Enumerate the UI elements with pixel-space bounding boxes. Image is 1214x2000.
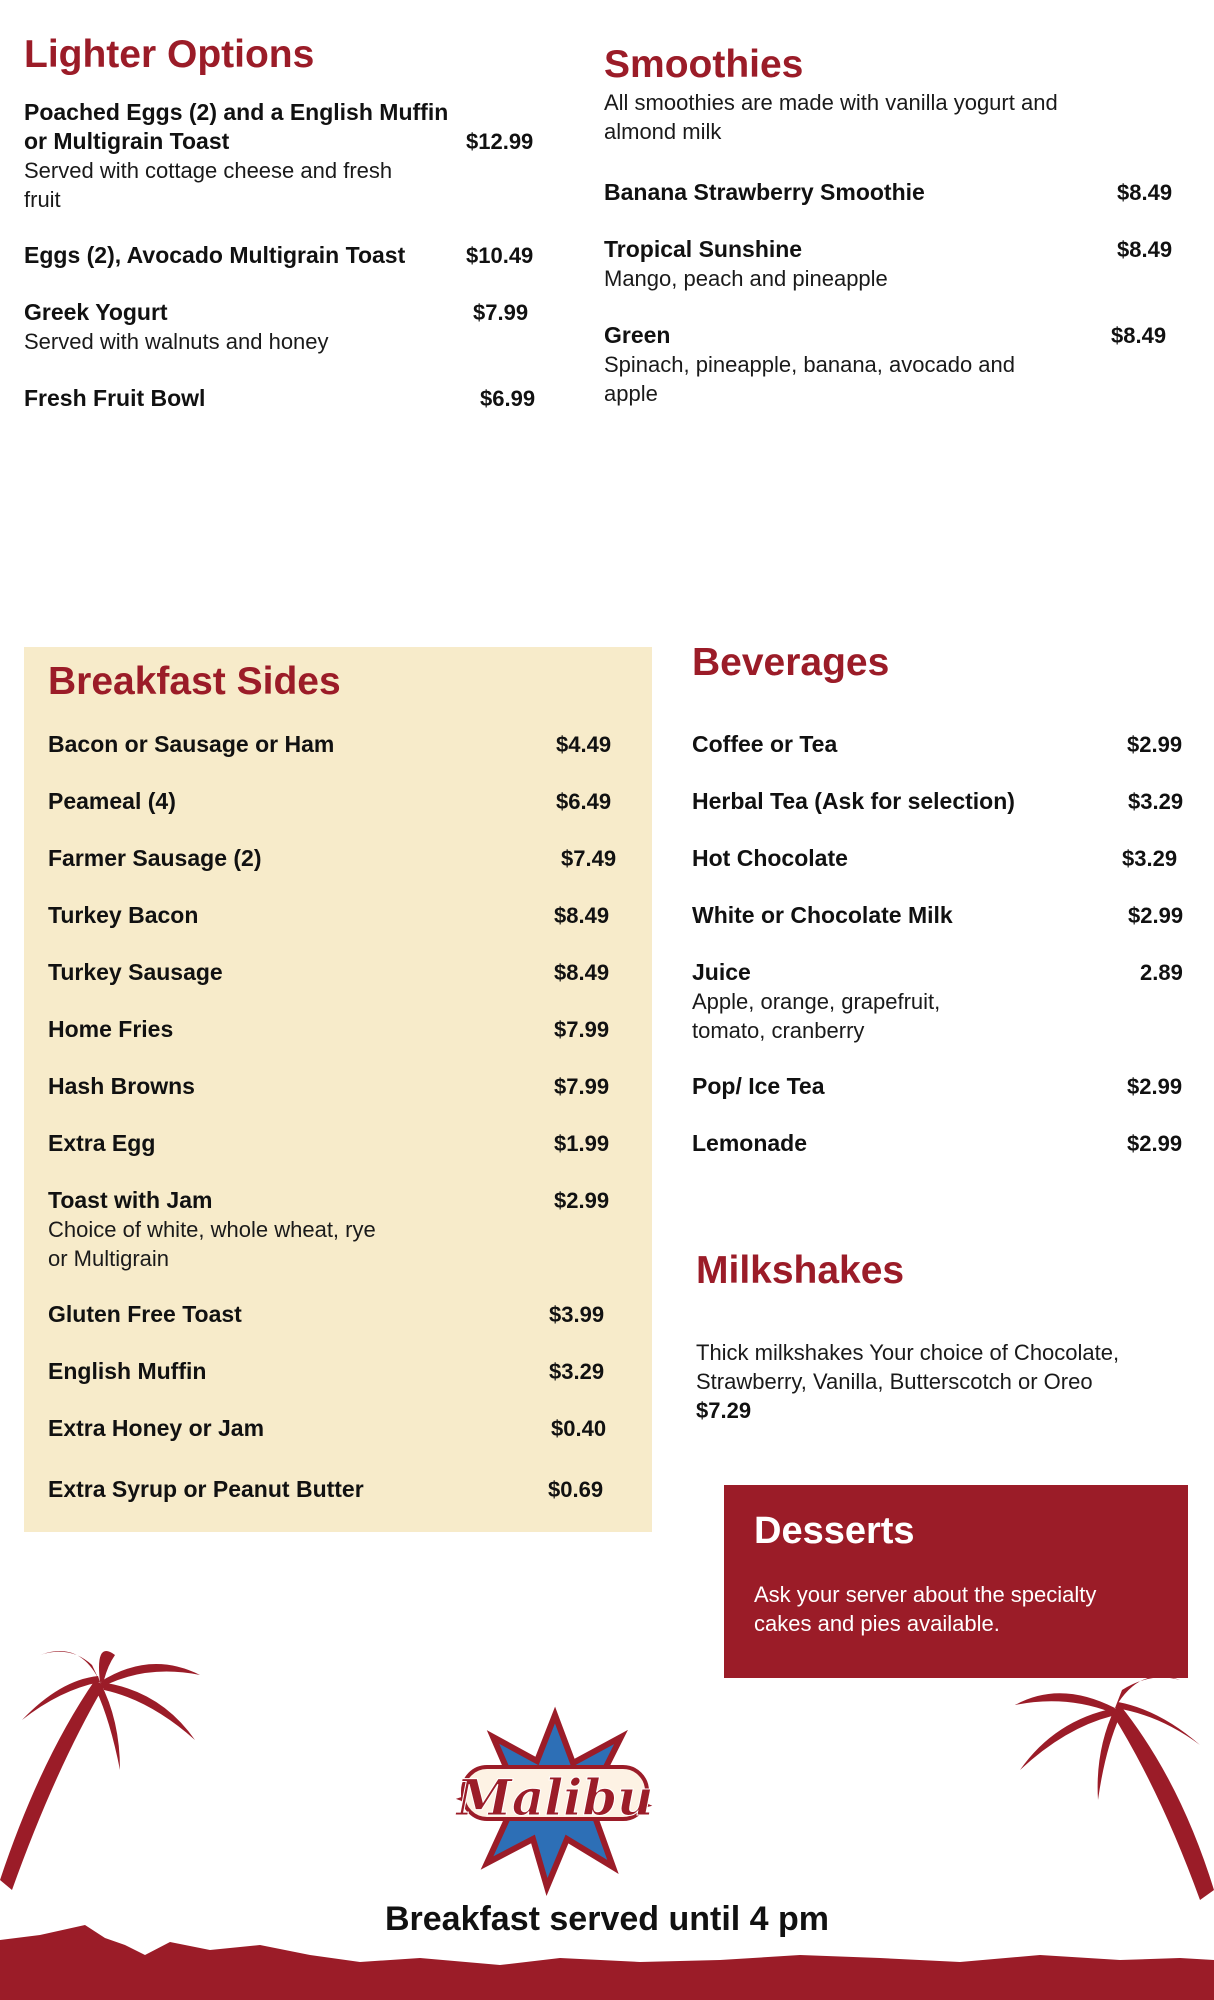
item-price: $8.49 — [1117, 180, 1173, 205]
desserts-desc: Ask your server about the specialty cakes and pies available. — [754, 1582, 1097, 1636]
item-name: Fresh Fruit Bowl — [24, 385, 206, 411]
milkshakes-desc: Thick milkshakes Your choice of Chocolate, Strawberry, Vanilla, Butterscotch or Oreo — [696, 1340, 1120, 1394]
item-desc: Served with cottage cheese and fresh fruit — [24, 158, 393, 212]
logo-text: Malibu — [456, 1768, 654, 1827]
item-name: Tropical Sunshine — [604, 236, 803, 262]
smoothies-subtitle: All smoothies are made with vanilla yogurt and almond milk — [604, 90, 1058, 144]
item-desc: Served with walnuts and honey — [24, 329, 329, 354]
item-name: Poached Eggs (2) and a English Muffin or Multigrain Toast — [24, 99, 449, 154]
item-price: $2.99 — [1128, 903, 1184, 928]
item-price: $0.40 — [551, 1416, 607, 1441]
item-price: $7.99 — [554, 1074, 610, 1099]
item-name: Turkey Bacon — [48, 902, 199, 928]
item-price: $6.99 — [480, 386, 536, 411]
item-name: Peameal (4) — [48, 788, 176, 814]
footer-note: Breakfast served until 4 pm — [384, 1900, 830, 1938]
item-price: $3.29 — [1128, 789, 1184, 814]
item-name: Green — [604, 322, 671, 348]
item-name: Greek Yogurt — [24, 299, 168, 325]
item-price: $2.99 — [1127, 732, 1183, 757]
item-name: Gluten Free Toast — [48, 1301, 242, 1327]
item-desc: Choice of white, whole wheat, rye or Multigrain — [48, 1217, 376, 1271]
item-price: $7.99 — [473, 300, 529, 325]
item-name: Extra Egg — [48, 1130, 156, 1156]
lighter-options-title: Lighter Options — [24, 33, 315, 76]
item-desc: Apple, orange, grapefruit, tomato, cranberry — [692, 989, 941, 1043]
item-desc: Mango, peach and pineapple — [604, 266, 888, 291]
item-price: $7.99 — [554, 1017, 610, 1042]
item-price: 2.89 — [1140, 960, 1183, 985]
item-price: $8.49 — [1117, 237, 1173, 262]
item-price: $10.49 — [466, 243, 534, 268]
milkshakes-price: $7.29 — [696, 1398, 752, 1423]
item-price: $3.29 — [1122, 846, 1178, 871]
item-name: English Muffin — [48, 1358, 207, 1384]
milkshakes-title: Milkshakes — [696, 1249, 905, 1292]
beverages-title: Beverages — [692, 641, 890, 684]
item-name: Eggs (2), Avocado Multigrain Toast — [24, 242, 406, 268]
item-name: Banana Strawberry Smoothie — [604, 179, 925, 205]
item-price: $8.49 — [1111, 323, 1167, 348]
item-name: Home Fries — [48, 1016, 174, 1042]
item-name: Juice — [692, 959, 751, 985]
item-desc: Spinach, pineapple, banana, avocado and apple — [604, 352, 1016, 406]
item-name: Pop/ Ice Tea — [692, 1073, 825, 1099]
item-name: Hash Browns — [48, 1073, 195, 1099]
item-price: $3.99 — [549, 1302, 605, 1327]
item-price: $12.99 — [466, 129, 534, 154]
item-price: $2.99 — [1127, 1131, 1183, 1156]
desserts-title: Desserts — [754, 1510, 915, 1552]
item-name: Herbal Tea (Ask for selection) — [692, 788, 1015, 814]
item-name: Turkey Sausage — [48, 959, 223, 985]
item-name: Lemonade — [692, 1130, 808, 1156]
palm-tree-left-icon — [0, 1651, 200, 1890]
item-price: $8.49 — [554, 960, 610, 985]
palm-tree-right-icon — [1015, 1676, 1214, 1900]
item-price: $0.69 — [548, 1477, 604, 1502]
item-name: Coffee or Tea — [692, 731, 838, 757]
item-price: $7.49 — [561, 846, 617, 871]
item-price: $8.49 — [554, 903, 610, 928]
smoothies-title: Smoothies — [604, 43, 804, 86]
item-name: Bacon or Sausage or Ham — [48, 731, 335, 757]
item-name: Hot Chocolate — [692, 845, 848, 871]
item-price: $2.99 — [1127, 1074, 1183, 1099]
item-name: Farmer Sausage (2) — [48, 845, 262, 871]
item-name: Toast with Jam — [48, 1187, 213, 1213]
item-name: Extra Honey or Jam — [48, 1415, 265, 1441]
item-price: $2.99 — [554, 1188, 610, 1213]
item-name: White or Chocolate Milk — [692, 902, 953, 928]
item-price: $4.49 — [556, 732, 612, 757]
item-price: $3.29 — [549, 1359, 605, 1384]
item-price: $1.99 — [554, 1131, 610, 1156]
item-name: Extra Syrup or Peanut Butter — [48, 1476, 364, 1502]
breakfast-sides-title: Breakfast Sides — [48, 660, 341, 703]
item-price: $6.49 — [556, 789, 612, 814]
